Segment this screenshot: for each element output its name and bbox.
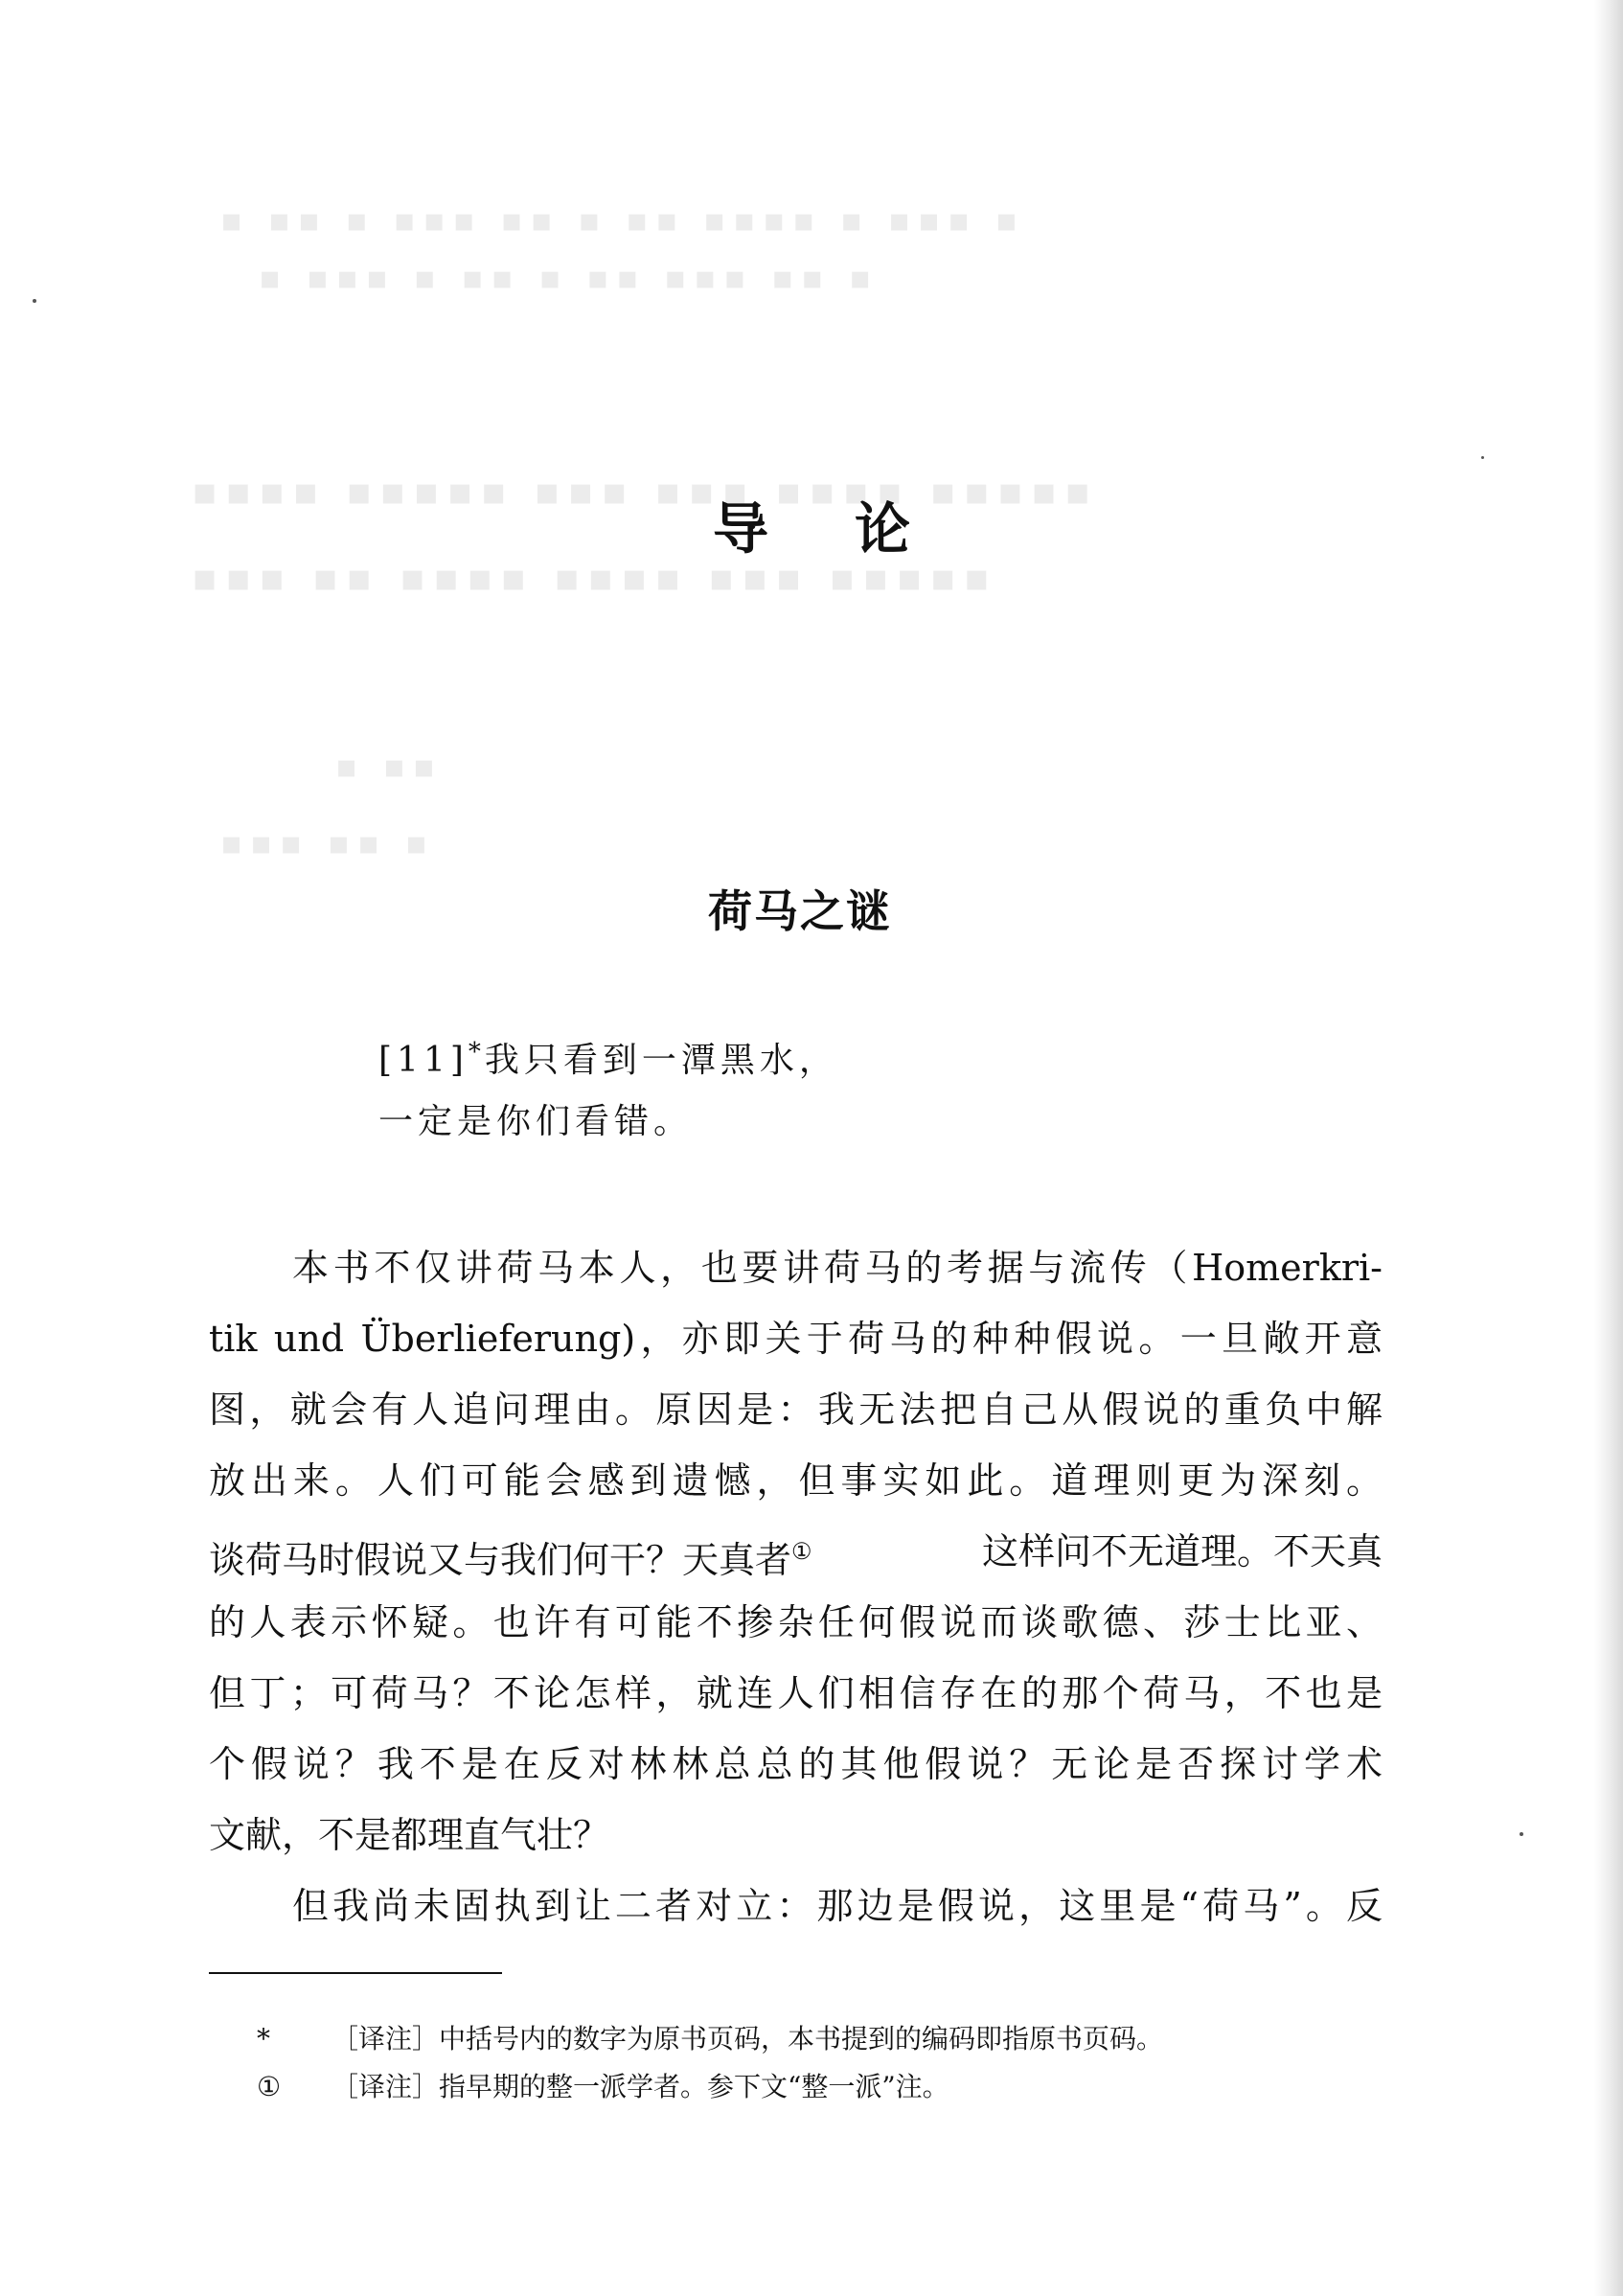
show-through-text: ▪ ▪▪ ▪ ▪▪▪ ▪▪ ▪ ▪▪ ▪▪▪▪ ▪ ▪▪▪ ▪ bbox=[220, 201, 1025, 240]
chapter-title: 导论 bbox=[712, 496, 996, 562]
footnote-divider bbox=[209, 1972, 502, 1974]
body-line: tik und Überlieferung)，亦即关于荷马的种种假说。一旦敞开意 bbox=[209, 1318, 1383, 1360]
scan-speck bbox=[1481, 456, 1484, 459]
epigraph-text: 我只看到一潭黑水， bbox=[484, 1041, 838, 1080]
body-text-segment: 这样问不无道理。不天真 bbox=[981, 1530, 1383, 1573]
body-line bbox=[209, 1526, 1383, 1586]
body-line: 本书不仅讲荷马本人，也要讲荷马的考据与流传（Homerkri- bbox=[292, 1247, 1383, 1289]
show-through-text: ▪▪▪ ▪▪ ▪ bbox=[220, 824, 435, 862]
footnote bbox=[257, 2068, 949, 2106]
epigraph-line bbox=[378, 1028, 838, 1085]
show-through-text: ▪▪▪ ▪▪ ▪▪▪▪ ▪▪▪▪ ▪▪▪ ▪▪▪▪▪ bbox=[192, 556, 997, 600]
footnote-text: ［译注］指早期的整一派学者。参下文“整一派”注。 bbox=[331, 2071, 949, 2102]
epigraph-line: 一定是你们看错。 bbox=[378, 1102, 694, 1141]
footnote-marker: * bbox=[257, 2023, 270, 2055]
body-line: 文献，不是都理直气壮？ bbox=[209, 1814, 610, 1856]
scan-speck bbox=[1520, 1832, 1523, 1836]
body-line: 但丁；可荷马？不论怎样，就连人们相信存在的那个荷马，不也是 bbox=[209, 1672, 1383, 1714]
body-line: 的人表示怀疑。也许有可能不掺杂任何假说而谈歌德、莎士比亚、 bbox=[209, 1601, 1383, 1643]
body-line: 图，就会有人追问理由。原因是：我无法把自己从假说的重负中解 bbox=[209, 1389, 1383, 1431]
footnote-reference: ① bbox=[791, 1538, 812, 1565]
body-line: 个假说？我不是在反对林林总总的其他假说？无论是否探讨学术 bbox=[209, 1743, 1383, 1785]
translator-note-mark: * bbox=[468, 1038, 485, 1067]
page-reference: [11] bbox=[378, 1041, 469, 1080]
show-through-text: ▪ ▪▪▪ ▪ ▪▪ ▪ ▪▪ ▪▪▪ ▪▪ ▪ bbox=[259, 259, 880, 297]
body-line: 放出来。人们可能会感到遗憾，但事实如此。道理则更为深刻。 bbox=[209, 1459, 1383, 1502]
show-through-text: ▪▪▪▪ ▪▪▪▪▪ ▪▪▪ ▪▪▪ ▪▪▪▪ ▪▪▪▪▪ bbox=[192, 470, 1099, 514]
show-through-text: ▪ ▪▪ bbox=[335, 747, 443, 786]
footnote bbox=[257, 2020, 1163, 2058]
footnote-marker: ① bbox=[257, 2071, 282, 2102]
section-title: 荷马之谜 bbox=[708, 885, 892, 937]
scan-edge-shadow bbox=[1594, 0, 1623, 2296]
body-text bbox=[209, 1526, 812, 1586]
body-line: 但我尚未固执到让二者对立：那边是假说，这里是“荷马”。反 bbox=[292, 1885, 1383, 1927]
footnote-text: ［译注］中括号内的数字为原书页码，本书提到的编码即指原书页码。 bbox=[331, 2023, 1164, 2055]
scan-speck bbox=[33, 299, 36, 303]
body-text-segment: 谈荷马时假说又与我们何干？天真者 bbox=[209, 1539, 792, 1581]
